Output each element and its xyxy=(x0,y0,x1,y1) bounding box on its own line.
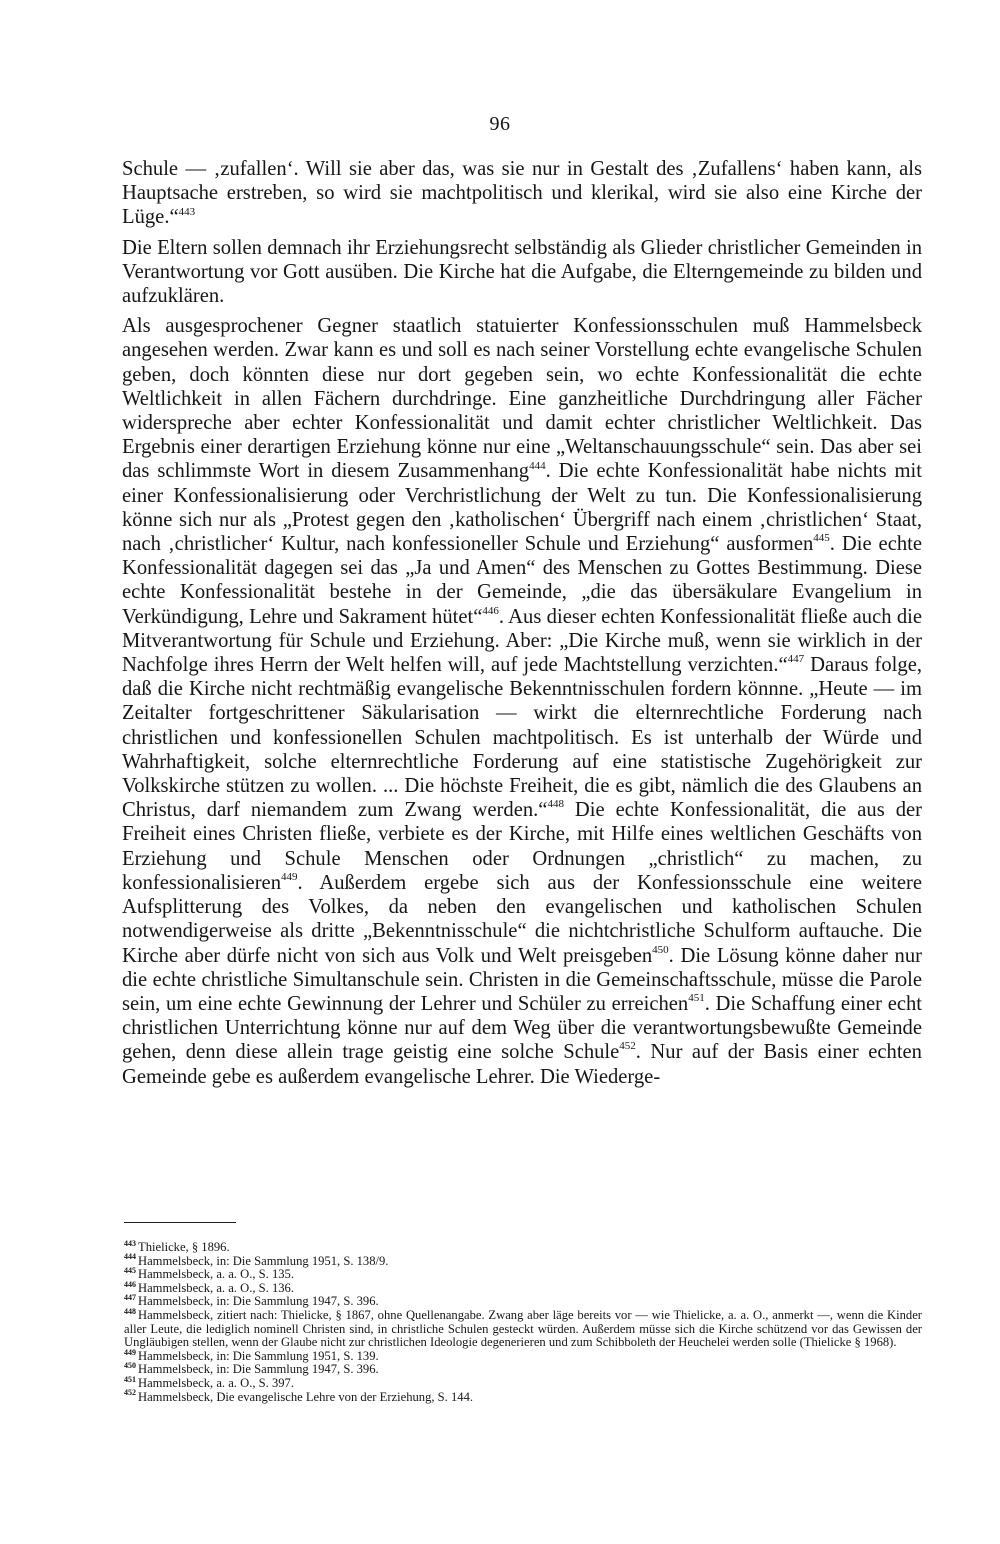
footnote-text: Hammelsbeck, in: Die Sammlung 1947, S. 396. xyxy=(138,1294,379,1309)
footnote-ref: 451 xyxy=(688,992,705,1005)
footnote-ref: 445 xyxy=(813,532,830,545)
footnote-number: 448 xyxy=(124,1306,136,1316)
footnote-ref: 444 xyxy=(529,459,546,472)
main-text xyxy=(122,157,922,1089)
footnotes xyxy=(124,1238,922,1404)
text-run: Als ausgesprochener Gegner staatlich statuierter Konfessionsschulen muß Hammelsbeck angesehen werden. Zwar kann es und soll es nach seiner Vorstellung echte evangelische Schulen geben, doch könnten diese nur dort gegeben sein, wo echte Konfessionalität die echte Weltlichkeit in allen Fächern durchdringe. Eine ganzheitliche Durchdringung aller Fächer widerspreche aber echter Konfessionalität und damit echter christlicher Weltlichkeit. Das Ergebnis einer derartigen Erziehung könne nur eine „Weltanschauungsschule“ sein. Das aber sei das schlimmste Wort in diesem Zusammenhang xyxy=(122,315,922,483)
footnote-ref: 450 xyxy=(652,943,669,956)
footnote-ref: 449 xyxy=(281,871,298,884)
footnote-text: Hammelsbeck, Die evangelische Lehre von der Erziehung, S. 144. xyxy=(138,1389,474,1404)
footnote-text: Hammelsbeck, in: Die Sammlung 1951, S. 139. xyxy=(138,1348,379,1363)
text-run: . Außerdem ergebe sich aus der Konfessionsschule eine weitere Aufsplitterung des Volkes, da neben den evangelischen und katholischen Schulen notwendigerweise als dritte „Bekenntnisschule“ die nichtchristliche Schulform auftauche. Die Kirche aber dürfe nicht von sich aus Volk und Welt preisgeben xyxy=(122,871,922,967)
footnote xyxy=(124,1238,922,1255)
footnote-text: Hammelsbeck, a. a. O., S. 135. xyxy=(138,1267,294,1282)
text-run: Die echte Konfessionalität, die aus der Freiheit eines Christen fließe, verbiete es der Kirche, mit Hilfe eines weltlichen Geschäfts von Erziehung und Schule Menschen oder Ordnungen „christlich“ zu machen, zu konfessionalisieren xyxy=(122,799,922,894)
text-run: . Nur auf der Basis einer echten Gemeinde gebe es außerdem evangelische Lehrer. Die Wiederge- xyxy=(122,1041,922,1088)
footnote xyxy=(124,1363,922,1377)
footnote-ref: 447 xyxy=(787,653,805,666)
paragraph xyxy=(122,236,922,309)
footnote-number: 447 xyxy=(124,1293,136,1303)
footnote-number: 445 xyxy=(124,1266,136,1275)
paragraph xyxy=(122,314,922,1089)
footnote-number: 451 xyxy=(124,1374,136,1384)
text-run: Schule — ‚zufallen‘. Will sie aber das, was sie nur in Gestalt des ‚Zufallens‘ haben kann, als Hauptsache erstreben, so wird sie machtpolitisch und klerikal, wird sie also eine Kirche der Lüge.“ xyxy=(122,158,922,229)
footnote-ref: 448 xyxy=(547,798,564,811)
footnote-ref: 452 xyxy=(619,1040,636,1053)
footnote xyxy=(124,1306,922,1350)
footnote-number: 446 xyxy=(124,1279,136,1289)
footnote-text: Hammelsbeck, a. a. O., S. 136. xyxy=(138,1280,294,1295)
footnote-number: 444 xyxy=(124,1252,136,1262)
page-number: 96 xyxy=(489,113,511,135)
footnote-number: 449 xyxy=(124,1347,136,1357)
text-run: Die Eltern sollen demnach ihr Erziehungsrecht selbständig als Glieder christlicher Gemeinden in Verantwortung vor Gott ausüben. Die Kirche hat die Aufgabe, die Elterngemeinde zu bilden und aufzuklären. xyxy=(122,236,922,308)
footnote-ref: 446 xyxy=(482,604,499,617)
footnote xyxy=(124,1268,922,1282)
footnote-number: 452 xyxy=(124,1388,136,1398)
footnote-text: Hammelsbeck, zitiert nach: Thielicke, § 1867, ohne Quellenangabe. Zwang aber läge bereits vor — wie Thielicke, a. a. O., anmerkt —, wenn die Kinder aller Leute, die lediglich nominell Christen sind, in christliche Schulen gesteckt würden. Außerdem müsse sich die Kirche schützend vor das Gewissen der Ungläubigen stellen, wenn der Glaube nicht zur christlichen Ideologie degenerieren und zum Schibboleth der Heuchelei werden solle (Thielicke § 1968). xyxy=(124,1307,922,1350)
text-run: . Die Schaffung einer echt christlichen Unterrichtung könne nur auf dem Weg über die verantwortungsbewußte Gemeinde gehen, denn diese allein trage geistig eine solche Schule xyxy=(122,992,922,1064)
footnote xyxy=(124,1388,922,1405)
footnote-text: Hammelsbeck, a. a. O., S. 397. xyxy=(138,1375,294,1390)
footnote xyxy=(124,1295,922,1309)
footnote-text: Hammelsbeck, in: Die Sammlung 1951, S. 138/9. xyxy=(138,1253,389,1268)
text-run: . Aus dieser echten Konfessionalität fließe auch die Mitverantwortung für Schule und Erziehung. Aber: „Die Kirche muß, wenn sie wirklich in der Nachfolge ihres Herrn der Welt helfen will, auf jede Machtstellung verzichten.“ xyxy=(122,605,923,677)
text-run: . Die echte Konfessionalität dagegen sei das „Ja und Amen“ des Menschen zu Gottes Bestimmung. Diese echte Konfessionalität bestehe in der Gemeinde, „die das übersäkulare Evangelium in Verkündigung, Lehre und Sakrament hütet“ xyxy=(122,533,922,628)
footnote xyxy=(124,1374,922,1391)
text-run: . Die Lösung könne daher nur die echte christliche Simultanschule sein. Christen in die Gemeinschaftsschule, müsse die Parole sein, um eine echte Gewinnung der Lehrer und Schüler zu erreichen xyxy=(122,944,922,1015)
footnote-number: 443 xyxy=(124,1238,136,1248)
footnote-number: 450 xyxy=(124,1361,136,1371)
paragraph xyxy=(122,157,922,230)
footnote-divider xyxy=(124,1222,236,1223)
footnote-text: Hammelsbeck, in: Die Sammlung 1947, S. 396. xyxy=(138,1362,379,1377)
text-run: Daraus folge, daß die Kirche nicht rechtmäßig evangelische Bekenntnisschulen fordern könnne. „Heute — im Zeitalter fortgeschrittener Säkularisation — wirkt die elternrechtliche Forderung nach christlichen und konfessionellen Schulen machtpolitisch. Es ist unterhalb der Würde und Wahrhaftigkeit, solche elternrechtliche Forderung auf eine statistische Zugehörigkeit zur Volkskirche stützen zu wollen. ... Die höchste Freiheit, die es gibt, nämlich die des Glaubens an Christus, darf niemandem zum Zwang werden.“ xyxy=(122,654,922,822)
footnote-text: Thielicke, § 1896. xyxy=(138,1240,230,1254)
footnote-ref: 443 xyxy=(178,205,196,218)
text-run: . Die echte Konfessionalität habe nichts mit einer Konfessionalisierung oder Verchristlichung der Welt zu tun. Die Konfessionalisierung könne sich nur als „Protest gegen den ‚katholischen‘ Übergriff nach einem ‚christlichen‘ Staat, nach ‚christlicher‘ Kultur, nach konfessioneller Schule und Erziehung“ ausformen xyxy=(122,460,922,556)
